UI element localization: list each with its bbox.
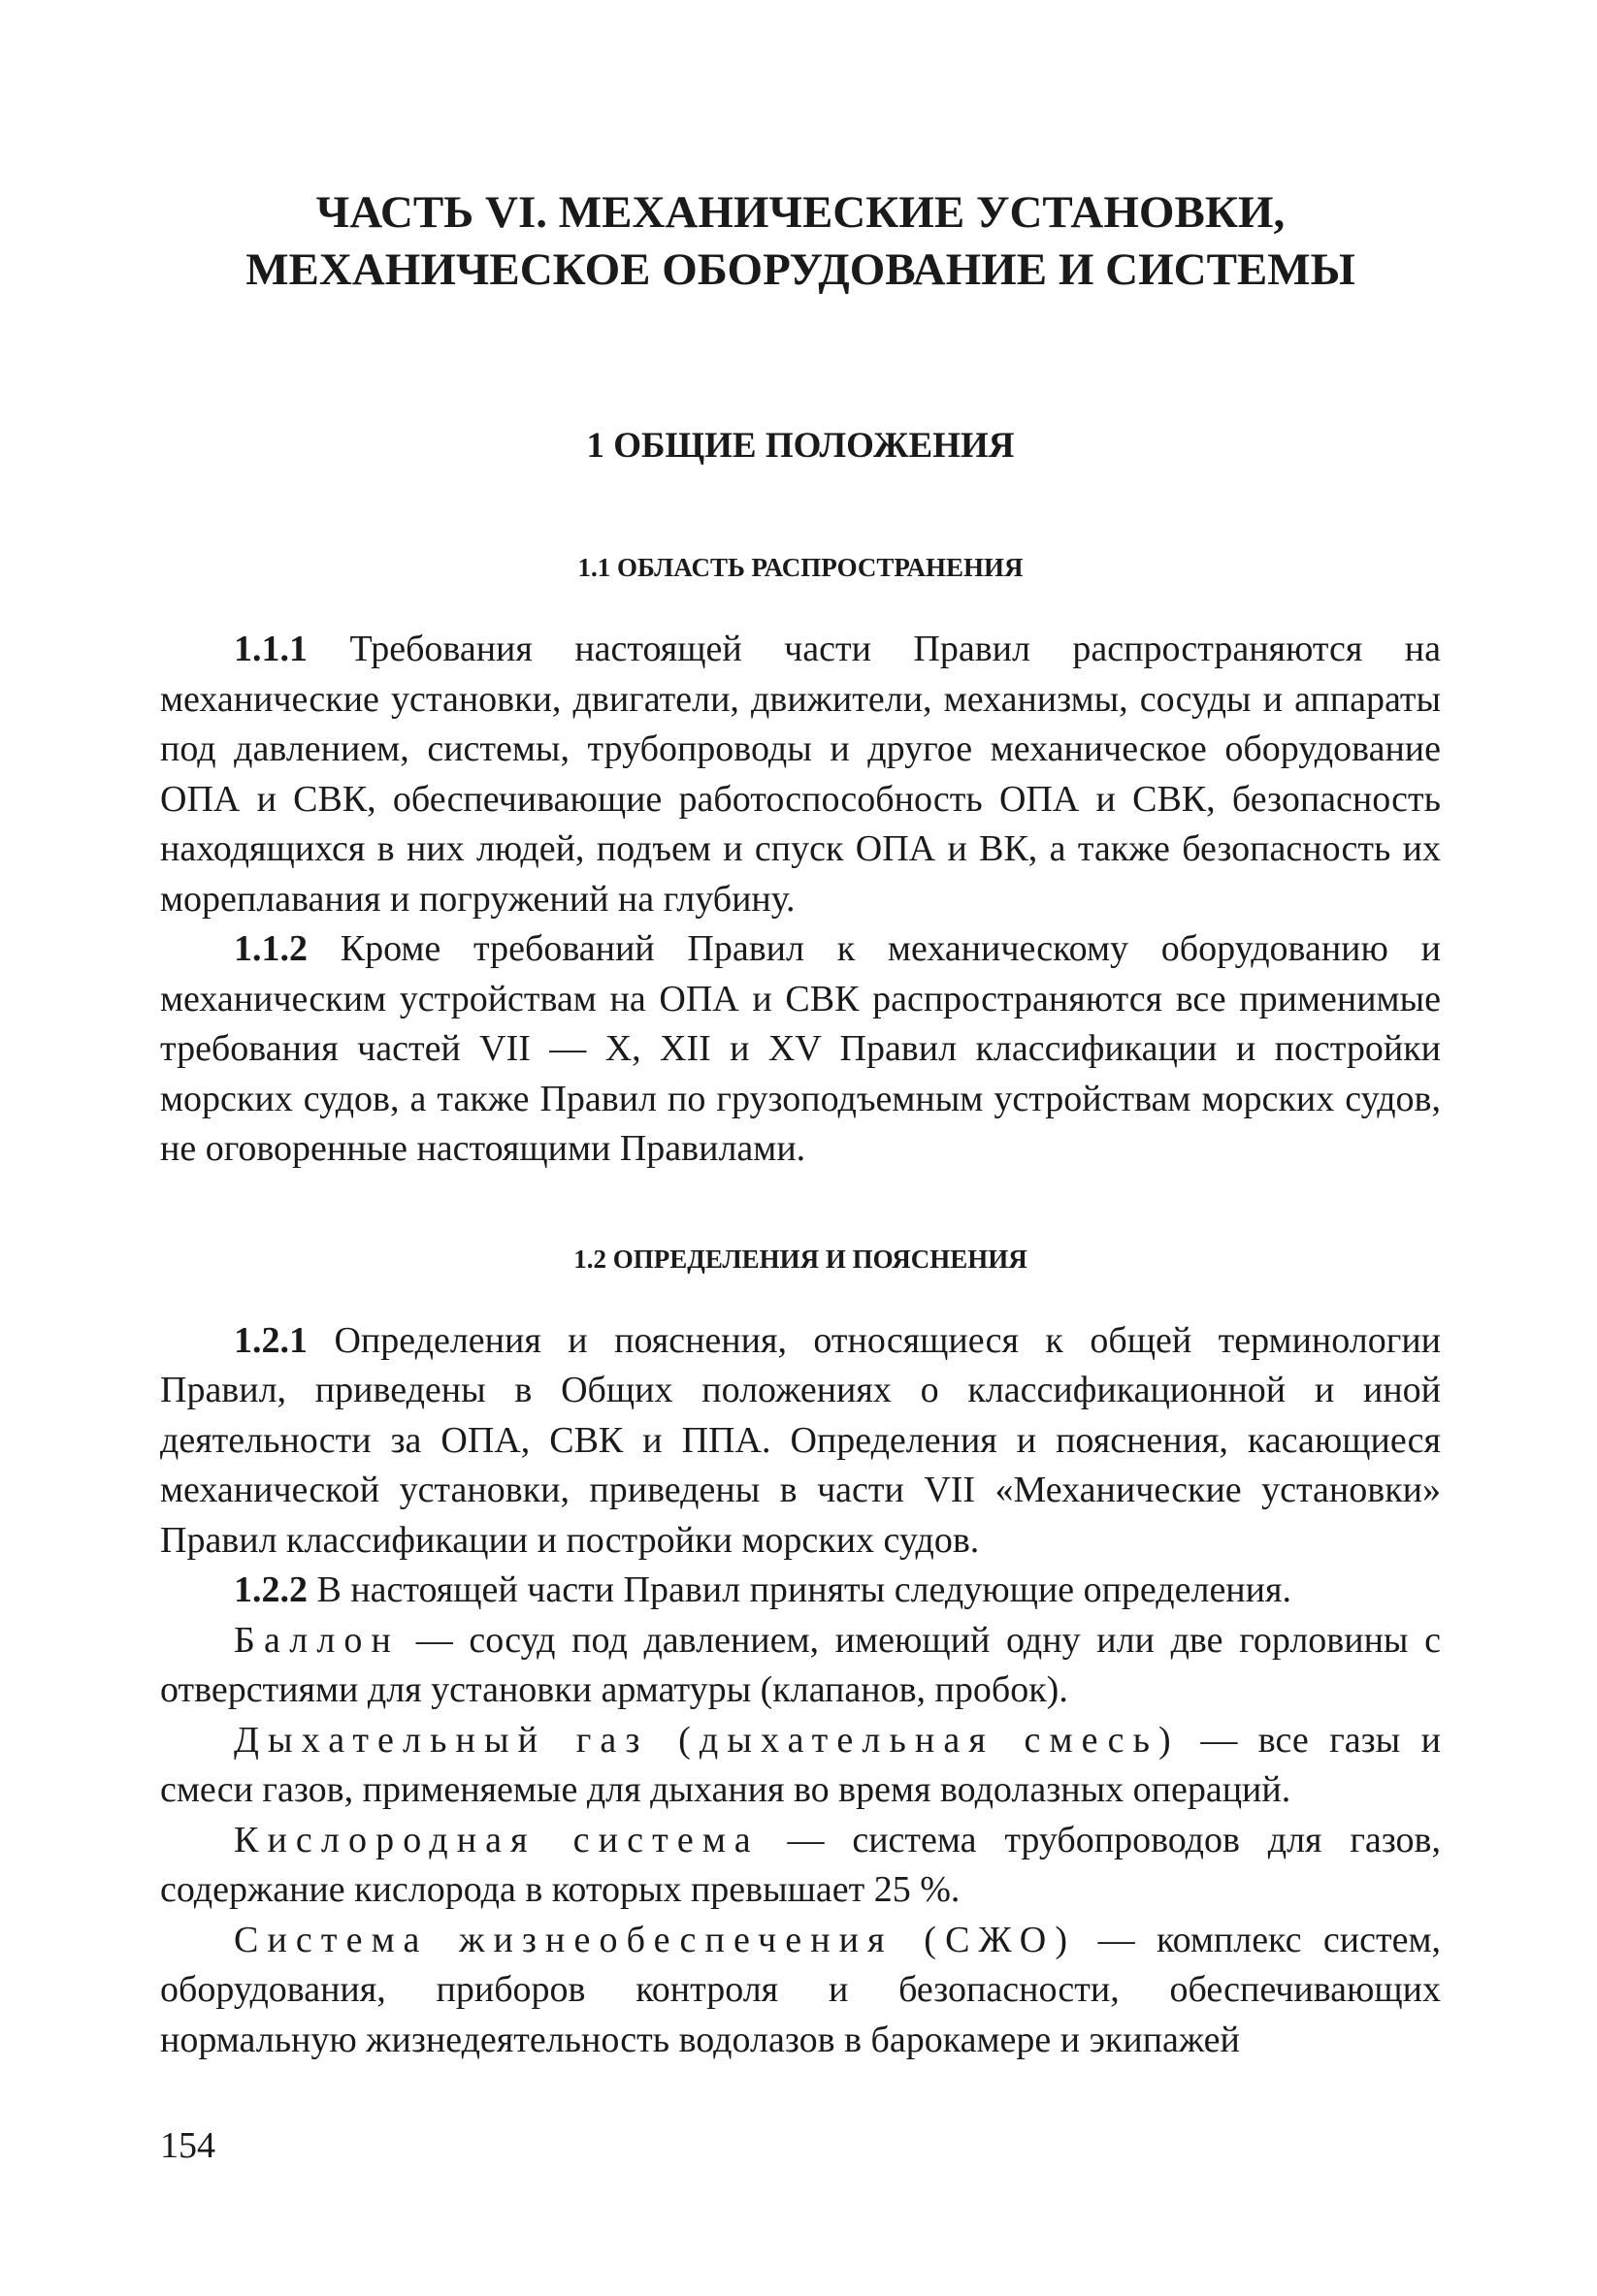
paragraph-text: Кроме требований Правил к механическому оборудованию и механическим устройствам на ОПА и СВК распространяются все применимые требования частей VII — X, XII и XV Правил классификации и постройки морских судов, а также Правил по грузоподъемным устройствам морских судов, не оговоренные настоящими Правилами. bbox=[160, 928, 1441, 1169]
chapter-title: 1 ОБЩИЕ ПОЛОЖЕНИЯ bbox=[586, 426, 1015, 466]
definition-term: Баллон bbox=[234, 1619, 401, 1661]
definition-term: Система жизнеобеспечения (СЖО) bbox=[234, 1919, 1077, 1960]
definition-text: — все газы и смеси газов, применяемые для дыхания во время водолазных операций. bbox=[160, 1719, 1442, 1810]
paragraph-number: 1.2.1 bbox=[234, 1319, 308, 1361]
part-title-line-2: МЕХАНИЧЕСКОЕ ОБОРУДОВАНИЕ И СИСТЕМЫ bbox=[245, 244, 1355, 295]
part-title-line-1: ЧАСТЬ VI. МЕХАНИЧЕСКИЕ УСТАНОВКИ, bbox=[315, 187, 1286, 238]
page-number: 154 bbox=[160, 2125, 215, 2166]
paragraph-1-2-1 bbox=[160, 1316, 1441, 1567]
definition-breathing-gas bbox=[160, 1716, 1441, 1816]
definition-life-support-system bbox=[160, 1916, 1441, 2066]
definition-text: — система трубопроводов для газов, содержание кислорода в которых превышает 25 %. bbox=[160, 1819, 1441, 1910]
definition-text: — сосуд под давлением, имеющий одну или две горловины с отверстиями для установки арматуры (клапанов, пробок). bbox=[160, 1619, 1441, 1710]
paragraph-number: 1.1.2 bbox=[234, 928, 308, 969]
definition-term: Дыхательный газ (дыхательная смесь) bbox=[234, 1719, 1180, 1761]
paragraph-text: В настоящей части Правил приняты следующие определения. bbox=[308, 1569, 1291, 1610]
paragraph-1-2-2 bbox=[160, 1566, 1441, 1616]
section-title-1-1: 1.1 ОБЛАСТЬ РАСПРОСТРАНЕНИЯ bbox=[577, 553, 1024, 582]
definition-oxygen-system bbox=[160, 1816, 1441, 1916]
paragraph-text: Определения и пояснения, относящиеся к общей терминологии Правил, приведены в Общих положениях о классификационной и иной деятельности за ОПА, СВК и ППА. Определения и пояснения, касающиеся механической установки, приведены в части VII «Механические установки» Правил классификации и постройки морских судов. bbox=[160, 1319, 1441, 1561]
paragraph-1-1-1 bbox=[160, 625, 1441, 924]
section-title-1-2: 1.2 ОПРЕДЕЛЕНИЯ И ПОЯСНЕНИЯ bbox=[573, 1244, 1027, 1274]
paragraph-number: 1.2.2 bbox=[234, 1569, 308, 1610]
definition-text: — комплекс систем, оборудования, приборов контроля и безопасности, обеспечивающих нормальную жизнедеятельность водолазов в барокамере и экипажей bbox=[160, 1919, 1441, 2060]
definition-cylinder bbox=[160, 1616, 1441, 1716]
definition-term: Кислородная система bbox=[234, 1819, 760, 1860]
part-title bbox=[160, 184, 1441, 299]
document-page bbox=[160, 184, 1441, 2065]
paragraph-1-1-2 bbox=[160, 924, 1441, 1175]
paragraph-text: Требования настоящей части Правил распространяются на механические установки, двигатели, движители, механизмы, сосуды и аппараты под давлением, системы, трубопроводы и другое механическое оборудование ОПА и СВК, обеспечивающие работоспособность ОПА и СВК, безопасность находящихся в них людей, подъем и спуск ОПА и ВК, а также безопасность их мореплавания и погружений на глубину. bbox=[160, 629, 1441, 920]
paragraph-number: 1.1.1 bbox=[234, 629, 308, 669]
